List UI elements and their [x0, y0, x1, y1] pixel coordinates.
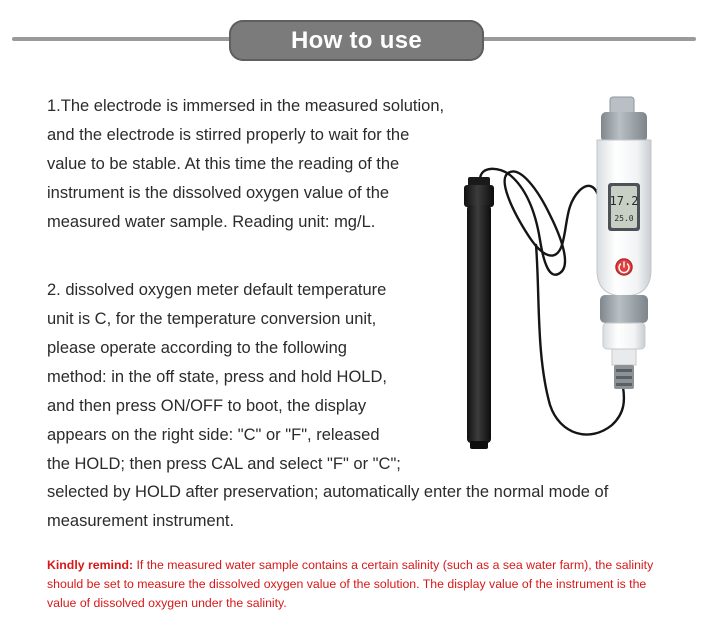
- dissolved-oxygen-meter-image: [440, 95, 670, 465]
- header-rule-left: [12, 37, 232, 41]
- section-title: How to use: [229, 20, 484, 61]
- step-2-line: unit is C, for the temperature conversion unit,: [47, 310, 377, 328]
- header-rule-right: [480, 37, 696, 41]
- display-temperature: 25.0: [614, 214, 634, 223]
- section-header: [0, 14, 708, 58]
- remind-text: If the measured water sample contains a certain salinity (such as a sea water farm), the salinity should be set to measure the dissolved oxygen value of the solution. The display value of the instrument is the value of dissolved oxygen under the salinity.: [47, 558, 654, 610]
- step-2-line: the HOLD; then press CAL and select "F" or "C";: [47, 455, 401, 473]
- instruction-step-1: 1.The electrode is immersed in the measured solution, and the electrode is stirred properly to wait for the value to be stable. At this time the reading of the instrument is the dissolved oxygen value of the measured water sample. Reading unit: mg/L.: [47, 97, 445, 231]
- step-2-line: method: in the off state, press and hold HOLD,: [47, 368, 387, 386]
- meter-body: [597, 97, 651, 389]
- step-2-line: 2. dissolved oxygen meter default temperature: [47, 281, 387, 299]
- step-2-line: and then press ON/OFF to boot, the display: [47, 397, 367, 415]
- remind-label: Kindly remind:: [47, 558, 134, 572]
- instruction-step-2-continued: selected by HOLD after preservation; automatically enter the normal mode of measurement instrument.: [47, 483, 609, 530]
- electrode-probe: [464, 177, 494, 449]
- display-reading: 17.2: [609, 194, 639, 208]
- kindly-remind-note: [47, 556, 677, 613]
- step-2-line: appears on the right side: "C" or "F", released: [47, 426, 380, 444]
- step-2-line: please operate according to the following: [47, 339, 347, 357]
- instruction-step-2: [47, 276, 457, 479]
